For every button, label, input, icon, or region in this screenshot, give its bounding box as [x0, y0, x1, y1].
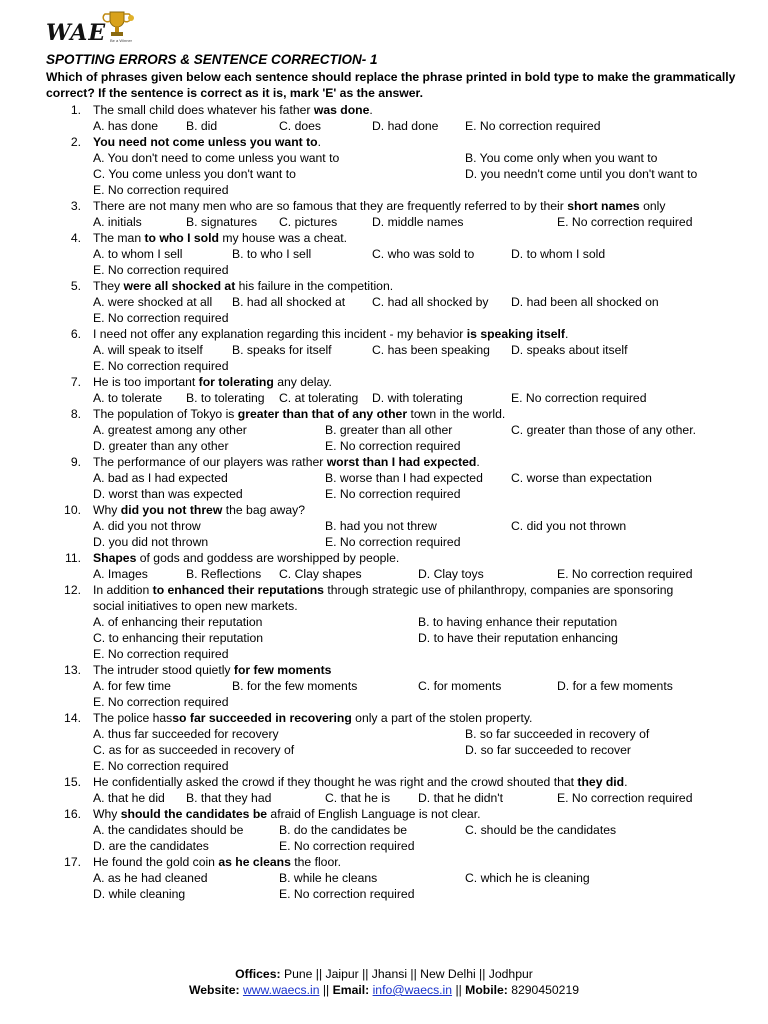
question-stem: Shapes of gods and goddess are worshipped by people.: [93, 551, 400, 565]
options-row: [0, 518, 768, 534]
question-stem-text: social initiatives to open new markets.: [93, 599, 298, 613]
answer-option[interactable]: A. the candidates should be: [93, 823, 244, 837]
answer-option[interactable]: E. No correction required: [93, 263, 229, 277]
bold-phrase: You need not come unless you want to: [93, 135, 318, 149]
question-number: 11.: [64, 551, 81, 565]
answer-option[interactable]: D. that he didn't: [418, 791, 503, 805]
options-row: [0, 646, 768, 662]
answer-option[interactable]: E. No correction required: [93, 759, 229, 773]
question-number: 7.: [70, 375, 81, 389]
question-stem-line: [0, 198, 768, 214]
answer-option[interactable]: E. No correction required: [279, 839, 415, 853]
question-item: [0, 406, 768, 454]
question-number: 3.: [70, 199, 81, 213]
answer-option[interactable]: E. No correction required: [279, 887, 415, 901]
question-item: [0, 662, 768, 710]
answer-option[interactable]: C. for moments: [418, 679, 502, 693]
bold-phrase: so far succeeded in recovering: [172, 711, 352, 725]
options-row: [0, 438, 768, 454]
answer-option[interactable]: C. has been speaking: [372, 343, 490, 357]
question-number: 9.: [70, 455, 81, 469]
answer-option[interactable]: C. had all shocked by: [372, 295, 489, 309]
answer-option[interactable]: B. while he cleans: [279, 871, 378, 885]
question-item: [0, 454, 768, 502]
email-link[interactable]: info@waecs.in: [372, 983, 453, 997]
answer-option[interactable]: C. at tolerating: [279, 391, 359, 405]
answer-option[interactable]: C. to enhancing their reputation: [93, 631, 264, 645]
answer-option[interactable]: B. to tolerating: [186, 391, 265, 405]
footer-contacts: [0, 982, 768, 998]
answer-option[interactable]: D. worst than was expected: [93, 487, 243, 501]
question-stem-line: [0, 710, 768, 726]
answer-option[interactable]: C. did you not thrown: [511, 519, 627, 533]
question-number: 12.: [64, 583, 81, 597]
question-stem-line: [0, 582, 768, 598]
options-row: [0, 630, 768, 646]
question-stem: The intruder stood quietly for few moments: [93, 663, 332, 677]
answer-option[interactable]: C. worse than expectation: [511, 471, 652, 485]
answer-option[interactable]: D. to have their reputation enhancing: [418, 631, 618, 645]
question-item: [0, 230, 768, 278]
question-stem-line: [0, 278, 768, 294]
answer-option[interactable]: D. to whom I sold: [511, 247, 606, 261]
bold-phrase: for tolerating: [198, 375, 274, 389]
question-item: [0, 854, 768, 902]
answer-option[interactable]: D. had done: [372, 119, 439, 133]
answer-option[interactable]: B. do the candidates be: [279, 823, 408, 837]
answer-option[interactable]: A. will speak to itself: [93, 343, 203, 357]
answer-option[interactable]: A. You don't need to come unless you want to: [93, 151, 340, 165]
question-stem: Why should the candidates be afraid of English Language is not clear.: [93, 807, 481, 821]
options-row: [0, 182, 768, 198]
answer-option[interactable]: E. No correction required: [325, 439, 461, 453]
answer-option[interactable]: D. you needn't come until you don't want to: [465, 167, 698, 181]
offices-list: Pune || Jaipur || Jhansi || New Delhi || Jodhpur: [283, 967, 533, 981]
answer-option[interactable]: B. to having enhance their reputation: [418, 615, 618, 629]
website-link[interactable]: www.waecs.in: [242, 983, 320, 997]
options-row: [0, 214, 768, 230]
options-row: [0, 342, 768, 358]
question-stem: He is too important for tolerating any delay.: [93, 375, 332, 389]
bold-phrase: to who I sold: [144, 231, 219, 245]
answer-option[interactable]: A. greatest among any other: [93, 423, 247, 437]
question-stem: He found the gold coin as he cleans the floor.: [93, 855, 341, 869]
question-item: [0, 134, 768, 198]
question-number: 15.: [64, 775, 81, 789]
company-logo: [46, 8, 156, 48]
options-row: [0, 838, 768, 854]
question-number: 17.: [64, 855, 81, 869]
question-stem: Why did you not threw the bag away?: [93, 503, 305, 517]
answer-option[interactable]: D. Clay toys: [418, 567, 484, 581]
website-label: Website:: [188, 983, 240, 997]
answer-option[interactable]: E. No correction required: [465, 119, 601, 133]
bold-phrase: is speaking itself: [466, 327, 565, 341]
question-stem-line: [0, 374, 768, 390]
question-number: 14.: [64, 711, 81, 725]
options-row: [0, 262, 768, 278]
footer: [0, 966, 768, 998]
answer-option[interactable]: C. greater than those of any other.: [511, 423, 696, 437]
separator: ||: [455, 983, 462, 997]
answer-option[interactable]: B. so far succeeded in recovery of: [465, 727, 650, 741]
answer-option[interactable]: D. so far succeeded to recover: [465, 743, 631, 757]
answer-option[interactable]: B. had all shocked at: [232, 295, 346, 309]
answer-option[interactable]: A. has done: [93, 119, 159, 133]
answer-option[interactable]: E. No correction required: [325, 487, 461, 501]
question-stem-line: [0, 102, 768, 118]
answer-option[interactable]: D. are the candidates: [93, 839, 209, 853]
question-number: 16.: [64, 807, 81, 821]
options-row: [0, 310, 768, 326]
answer-option[interactable]: A. as he had cleaned: [93, 871, 208, 885]
answer-option[interactable]: D. greater than any other: [93, 439, 229, 453]
options-row: [0, 886, 768, 902]
answer-option[interactable]: E. No correction required: [93, 183, 229, 197]
answer-option[interactable]: B. speaks for itself: [232, 343, 332, 357]
answer-option[interactable]: D. you did not thrown: [93, 535, 209, 549]
answer-option[interactable]: E. No correction required: [93, 359, 229, 373]
question-item: [0, 710, 768, 774]
question-stem-line: [0, 774, 768, 790]
answer-option[interactable]: C. You come unless you don't want to: [93, 167, 296, 181]
options-row: [0, 726, 768, 742]
answer-option[interactable]: A. were shocked at all: [93, 295, 213, 309]
separator: ||: [322, 983, 330, 997]
answer-option[interactable]: A. Images: [93, 567, 148, 581]
answer-option[interactable]: B. Reflections: [186, 567, 262, 581]
logo-text: WAE: [46, 20, 107, 46]
question-item: [0, 102, 768, 134]
question-number: 8.: [70, 407, 81, 421]
answer-option[interactable]: B. for the few moments: [232, 679, 358, 693]
question-stem: You need not come unless you want to.: [93, 135, 321, 149]
bold-phrase: was done: [313, 103, 370, 117]
question-stem-line: [0, 502, 768, 518]
answer-option[interactable]: A. thus far succeeded for recovery: [93, 727, 279, 741]
question-stem-continuation: [0, 598, 768, 614]
answer-option[interactable]: A. for few time: [93, 679, 171, 693]
question-item: [0, 582, 768, 662]
page-title: SPOTTING ERRORS & SENTENCE CORRECTION- 1: [46, 52, 378, 67]
question-item: [0, 502, 768, 550]
question-stem: The man to who I sold my house was a cheat.: [93, 231, 348, 245]
answer-option[interactable]: A. to tolerate: [93, 391, 163, 405]
bold-phrase: they did: [577, 775, 625, 789]
answer-option[interactable]: D. middle names: [372, 215, 464, 229]
answer-option[interactable]: C. who was sold to: [372, 247, 475, 261]
answer-option[interactable]: C. which he is cleaning: [465, 871, 590, 885]
question-stem: The small child does whatever his father was done.: [93, 103, 373, 117]
options-row: [0, 822, 768, 838]
answer-option[interactable]: A. to whom I sell: [93, 247, 183, 261]
question-number: 13.: [64, 663, 81, 677]
bold-phrase: greater than that of any other: [237, 407, 408, 421]
answer-option[interactable]: D. while cleaning: [93, 887, 186, 901]
answer-option[interactable]: C. pictures: [279, 215, 338, 229]
options-row: [0, 422, 768, 438]
answer-option[interactable]: C. Clay shapes: [279, 567, 362, 581]
answer-option[interactable]: B. worse than I had expected: [325, 471, 483, 485]
question-number: 5.: [70, 279, 81, 293]
options-row: [0, 790, 768, 806]
options-row: [0, 294, 768, 310]
options-row: [0, 694, 768, 710]
answer-option[interactable]: B. to who I sell: [232, 247, 312, 261]
question-item: [0, 198, 768, 230]
bold-phrase: short names: [567, 199, 640, 213]
options-row: [0, 742, 768, 758]
answer-option[interactable]: E. No correction required: [511, 391, 647, 405]
question-item: [0, 326, 768, 374]
footer-offices: [0, 966, 768, 982]
answer-option[interactable]: E. No correction required: [557, 567, 693, 581]
answer-option[interactable]: C. as for as succeeded in recovery of: [93, 743, 295, 757]
answer-option[interactable]: E. No correction required: [93, 647, 229, 661]
question-number: 4.: [70, 231, 81, 245]
answer-option[interactable]: D. with tolerating: [372, 391, 463, 405]
question-number: 10.: [64, 503, 81, 517]
options-row: [0, 870, 768, 886]
bold-phrase: to enhanced their reputations: [152, 583, 324, 597]
answer-option[interactable]: B. did: [186, 119, 218, 133]
bold-phrase: worst than I had expected: [326, 455, 477, 469]
options-row: [0, 150, 768, 166]
options-row: [0, 758, 768, 774]
options-row: [0, 358, 768, 374]
options-row: [0, 678, 768, 694]
question-stem-line: [0, 326, 768, 342]
options-row: [0, 470, 768, 486]
answer-option[interactable]: E. No correction required: [557, 791, 693, 805]
logo-tagline: Be a Winner: [110, 38, 133, 43]
question-list: [0, 102, 768, 902]
question-stem: The population of Tokyo is greater than that of any other town in the world.: [93, 407, 506, 421]
answer-option[interactable]: B. greater than all other: [325, 423, 453, 437]
instructions: Which of phrases given below each sentence should replace the phrase printed in bold type to make the grammatically correct? If the sentence is correct as it is, mark 'E' as the answer.: [46, 70, 736, 100]
answer-option[interactable]: C. does: [279, 119, 322, 133]
question-number: 6.: [70, 327, 81, 341]
answer-option[interactable]: B. signatures: [186, 215, 258, 229]
question-stem-line: [0, 454, 768, 470]
options-row: [0, 390, 768, 406]
question-stem: They were all shocked at his failure in the competition.: [93, 279, 394, 293]
bold-phrase: for few moments: [233, 663, 332, 677]
answer-option[interactable]: D. for a few moments: [557, 679, 673, 693]
question-stem-line: [0, 134, 768, 150]
question-stem: In addition to enhanced their reputations through strategic use of philanthropy, companies are sponsoring: [93, 583, 674, 597]
trophy-icon: [100, 10, 138, 40]
question-stem-line: [0, 662, 768, 678]
answer-option[interactable]: E. No correction required: [557, 215, 693, 229]
options-row: [0, 246, 768, 262]
options-row: [0, 566, 768, 582]
answer-option[interactable]: B. had you not threw: [325, 519, 437, 533]
question-stem-line: [0, 806, 768, 822]
question-item: [0, 374, 768, 406]
bold-phrase: Shapes: [93, 551, 137, 565]
question-stem: The police hasso far succeeded in recovering only a part of the stolen property.: [93, 711, 533, 725]
question-stem-line: [0, 550, 768, 566]
options-row: [0, 486, 768, 502]
answer-option[interactable]: A. did you not throw: [93, 519, 201, 533]
answer-option[interactable]: C. should be the candidates: [465, 823, 617, 837]
answer-option[interactable]: C. that he is: [325, 791, 391, 805]
options-row: [0, 614, 768, 630]
options-row: [0, 166, 768, 182]
answer-option[interactable]: E. No correction required: [325, 535, 461, 549]
bold-phrase: did you not threw: [120, 503, 223, 517]
question-item: [0, 774, 768, 806]
options-row: [0, 534, 768, 550]
question-number: 1.: [70, 103, 81, 117]
answer-option[interactable]: D. had been all shocked on: [511, 295, 659, 309]
answer-option[interactable]: D. speaks about itself: [511, 343, 628, 357]
question-item: [0, 806, 768, 854]
question-stem: He confidentially asked the crowd if they thought he was right and the crowd shouted that they did.: [93, 775, 628, 789]
answer-option[interactable]: A. bad as I had expected: [93, 471, 228, 485]
email-label: Email:: [332, 983, 370, 997]
mobile-label: Mobile:: [465, 983, 508, 997]
question-item: [0, 550, 768, 582]
bold-phrase: should the candidates be: [120, 807, 268, 821]
bold-phrase: as he cleans: [218, 855, 291, 869]
answer-option[interactable]: A. initials: [93, 215, 142, 229]
answer-option[interactable]: B. that they had: [186, 791, 272, 805]
answer-option[interactable]: E. No correction required: [93, 311, 229, 325]
offices-label: Offices:: [235, 967, 281, 981]
bold-phrase: were all shocked at: [123, 279, 236, 293]
question-stem: I need not offer any explanation regarding this incident - my behavior is speaking itself.: [93, 327, 569, 341]
question-stem-line: [0, 230, 768, 246]
mobile-number: 8290450219: [511, 983, 579, 997]
question-stem-line: [0, 854, 768, 870]
answer-option[interactable]: A. that he did: [93, 791, 165, 805]
options-row: [0, 118, 768, 134]
question-stem: There are not many men who are so famous that they are frequently referred to by their short names only: [93, 199, 666, 213]
question-stem-line: [0, 406, 768, 422]
answer-option[interactable]: E. No correction required: [93, 695, 229, 709]
answer-option[interactable]: B. You come only when you want to: [465, 151, 658, 165]
question-stem: The performance of our players was rather worst than I had expected.: [93, 455, 480, 469]
question-item: [0, 278, 768, 326]
question-number: 2.: [70, 135, 81, 149]
answer-option[interactable]: A. of enhancing their reputation: [93, 615, 263, 629]
